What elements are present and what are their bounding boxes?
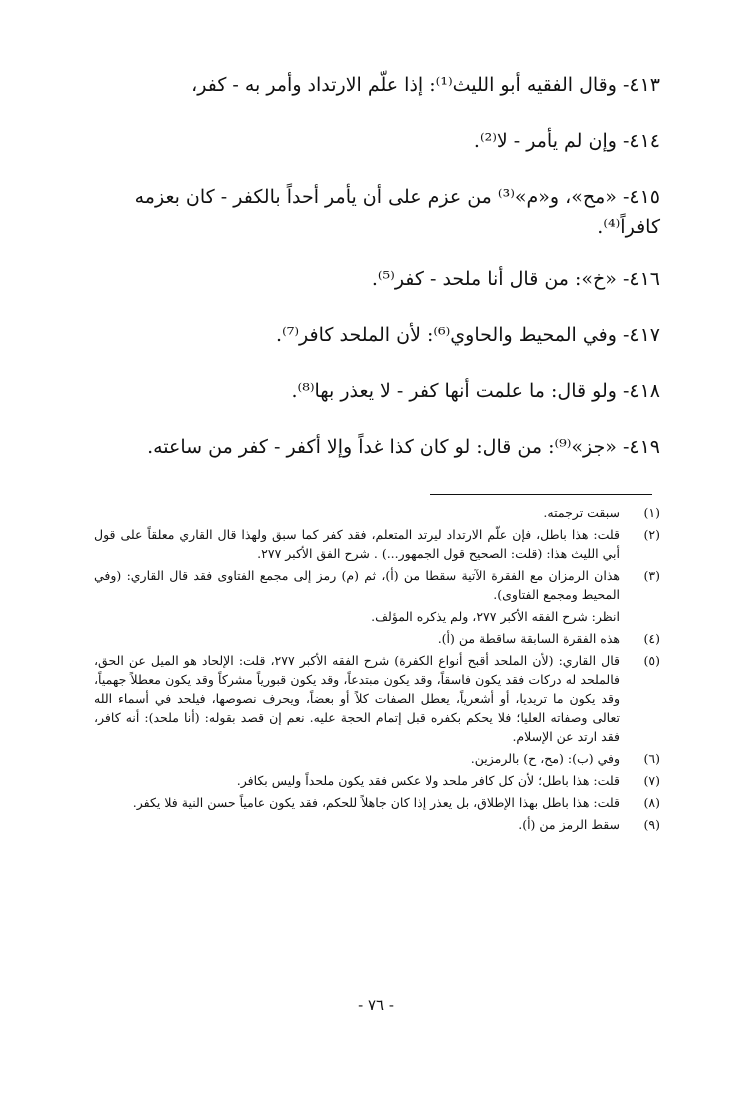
main-text	[100, 70, 660, 488]
footnote-number: (٢)	[643, 527, 660, 542]
footnotes	[94, 503, 660, 837]
footnote-2	[94, 525, 660, 563]
footnote-number: (٤)	[643, 631, 660, 646]
footnote-3	[94, 566, 660, 604]
footnote-text: قال القاري: (لأن الملحد أقبح أنواع الكفرة) شرح الفقه الأكبر ٢٧٧، قلت: الإلحاد هو الميل عن الحق، فالملحد له دركات فقد يكون فاسقاً، وقد يكون مبتدعاً، وقد يكون قبورياً مشركاً وقد يكون معطلاً جهمياً، وقد يكون ما تريديا، أو أشعرياً، يعطل الصفات كلاً أو بعضاً، ويحرف نصوصها، فيلحد في أسماء الله تعالى وصفاته العليا؛ فلا يحكم بكفره قبل إتمام الحجة عليه. نعم إن قصد بقوله: (أنا ملحد): أنه كافر، فقد ارتد عن الإسلام.	[94, 653, 620, 744]
footnote-separator	[430, 494, 652, 495]
footnote-text: قلت: هذا باطل، فإن علّم الارتداد ليرتد المتعلم، فقد كفر كما سبق ولهذا قال القاري معلقاً على قول أبي الليث هذا: (قلت: الصحيح قول الجمهور...) . شرح الفق الأكبر ٢٧٧.	[94, 527, 620, 561]
entry-419: ٤١٩- «جز»⁽⁹⁾: من قال: لو كان كذا غداً وإلا أكفر - كفر من ساعته.	[147, 436, 660, 458]
footnote-7	[94, 771, 660, 790]
page-number: - ٧٦ -	[358, 996, 394, 1014]
footnote-text: سقط الرمز من (أ).	[518, 817, 620, 832]
entry-416: ٤١٦- «خ»: من قال أنا ملحد - كفر⁽⁵⁾.	[371, 268, 660, 290]
footnote-9	[94, 815, 660, 834]
footnote-text: وفي (ب): (مح، ح) بالرمزين.	[470, 751, 620, 766]
footnote-number: (٦)	[643, 751, 660, 766]
entry-414: ٤١٤- وإن لم يأمر - لا⁽²⁾.	[473, 130, 660, 152]
entry-417: ٤١٧- وفي المحيط والحاوي⁽⁶⁾: لأن الملحد كافر⁽⁷⁾.	[276, 324, 660, 346]
footnote-text: قلت: هذا باطل بهذا الإطلاق، بل يعذر إذا كان جاهلاً للحكم، فقد يكون عامياً حسن النية فلا يكفر.	[132, 795, 620, 810]
footnote-1	[94, 503, 660, 522]
footnote-text: هذه الفقرة السابقة ساقطة من (أ).	[437, 631, 620, 646]
entry-413: ٤١٣- وقال الفقيه أبو الليث⁽¹⁾: إذا علّم الارتداد وأمر به - كفر،	[191, 74, 660, 96]
footnote-5	[94, 651, 660, 746]
entry-418: ٤١٨- ولو قال: ما علمت أنها كفر - لا يعذر بها⁽⁸⁾.	[291, 380, 660, 402]
footnote-6	[94, 749, 660, 768]
footnote-4	[94, 629, 660, 648]
footnote-number: (٥)	[643, 653, 660, 668]
footnote-text: سبقت ترجمته.	[543, 505, 620, 520]
footnote-number: (٧)	[643, 773, 660, 788]
footnote-text: هذان الرمزان مع الفقرة الآتية سقطا من (أ)، ثم (م) رمز إلى مجمع الفتاوى فقد قال القاري: (وفي المحيط ومجمع الفتاوى).	[94, 568, 620, 602]
footnote-number: (٨)	[643, 795, 660, 810]
footnote-number	[620, 607, 660, 626]
footnote-text: قلت: هذا باطل؛ لأن كل كافر ملحد ولا عكس فقد يكون ملحداً وليس بكافر.	[236, 773, 620, 788]
footnote-number: (٣)	[643, 568, 660, 583]
footnote-3-continuation	[94, 607, 660, 626]
footnote-number: (١)	[643, 505, 660, 520]
footnote-number: (٩)	[643, 817, 660, 832]
footnote-8	[94, 793, 660, 812]
footnote-text: انظر: شرح الفقه الأكبر ٢٧٧، ولم يذكره المؤلف.	[371, 609, 620, 624]
entry-415: ٤١٥- «مح»، و«م»⁽³⁾ من عزم على أن يأمر أحداً بالكفر - كان بعزمه كافراً⁽⁴⁾.	[134, 186, 660, 238]
